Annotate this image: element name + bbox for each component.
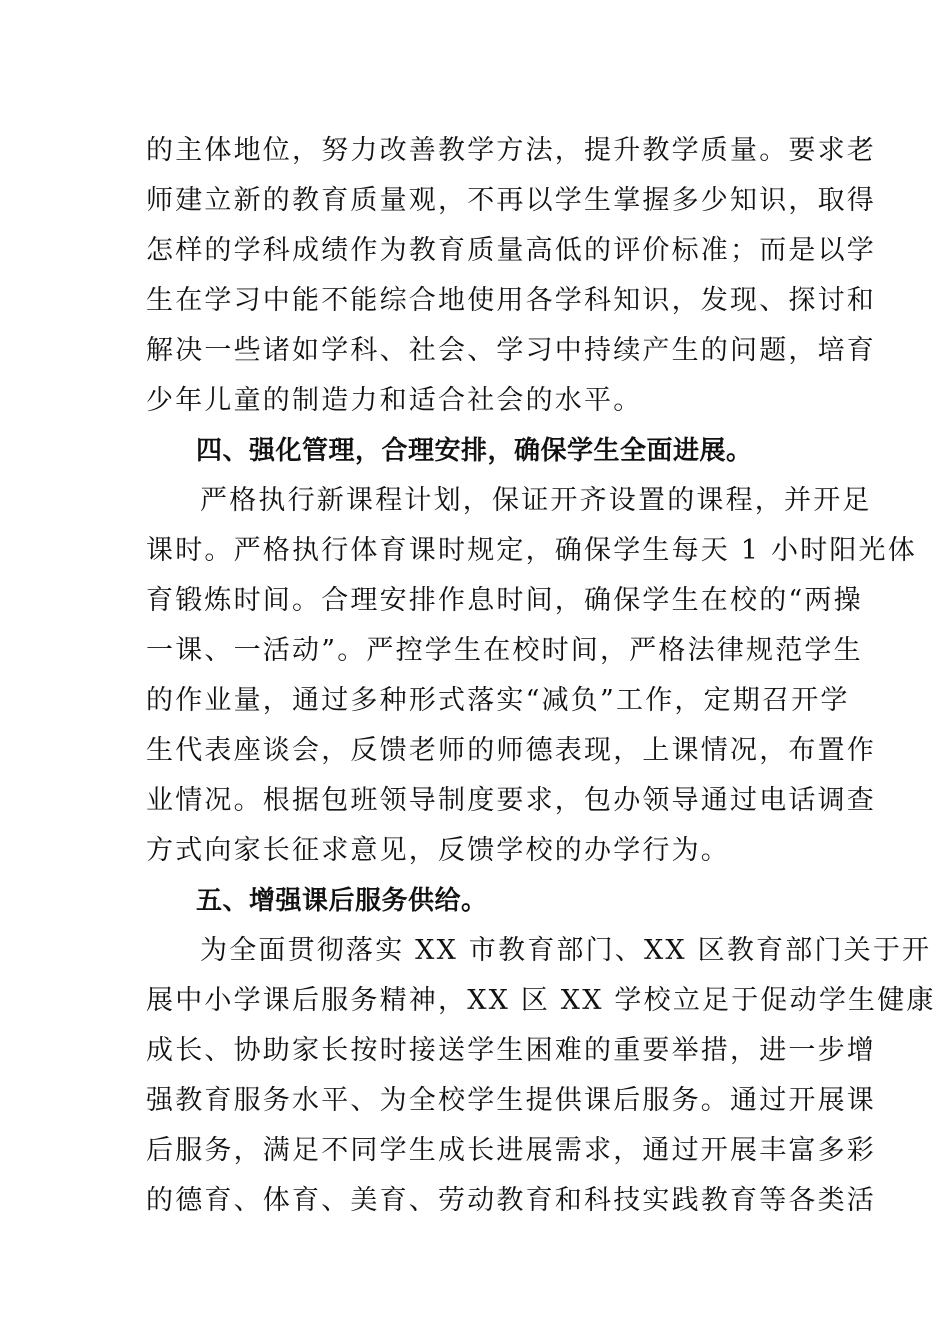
paragraph-line: 的主体地位，努力改善教学方法，提升教学质量。要求老 [146, 135, 876, 166]
paragraph-line: 解决一些诸如学科、社会、学习中持续产生的问题，培育 [146, 335, 876, 366]
paragraph-line: 展中小学课后服务精神，XX 区 XX 学校立足于促动学生健康 [146, 985, 936, 1016]
paragraph-line: 课时。严格执行体育课时规定，确保学生每天 1 小时阳光体 [146, 535, 917, 566]
paragraph-line: 为全面贯彻落实 XX 市教育部门、XX 区教育部门关于开 [200, 935, 932, 966]
paragraph-line: 方式向家长征求意见，反馈学校的办学行为。 [146, 835, 730, 866]
paragraph-line: 业情况。根据包班领导制度要求，包办领导通过电话调查 [146, 785, 876, 816]
paragraph-line: 一课、一活动”。严控学生在校时间，严格法律规范学生 [146, 635, 863, 666]
paragraph-line: 怎样的学科成绩作为教育质量高低的评价标准；而是以学 [146, 235, 876, 266]
paragraph-line: 的作业量，通过多种形式落实“减负”工作，定期召开学 [146, 685, 850, 716]
paragraph-line: 生代表座谈会，反馈老师的师德表现，上课情况，布置作 [146, 735, 876, 766]
paragraph-line: 成长、协助家长按时接送学生困难的重要举措，进一步增 [146, 1035, 876, 1066]
section-heading-5: 五、增强课后服务供给。 [196, 886, 488, 916]
paragraph-line: 生在学习中能不能综合地使用各学科知识，发现、探讨和 [146, 285, 876, 316]
section-heading-4: 四、强化管理，合理安排，确保学生全面进展。 [196, 436, 753, 466]
paragraph-line: 强教育服务水平、为全校学生提供课后服务。通过开展课 [146, 1085, 876, 1116]
paragraph-line: 的德育、体育、美育、劳动教育和科技实践教育等各类活 [146, 1185, 876, 1216]
paragraph-line: 师建立新的教育质量观，不再以学生掌握多少知识，取得 [146, 185, 876, 216]
paragraph-line: 育锻炼时间。合理安排作息时间，确保学生在校的“两操 [146, 585, 863, 616]
paragraph-line: 严格执行新课程计划，保证开齐设置的课程，并开足 [200, 485, 872, 516]
paragraph-line: 后服务，满足不同学生成长进展需求，通过开展丰富多彩 [146, 1135, 876, 1166]
paragraph-line: 少年儿童的制造力和适合社会的水平。 [146, 385, 643, 416]
